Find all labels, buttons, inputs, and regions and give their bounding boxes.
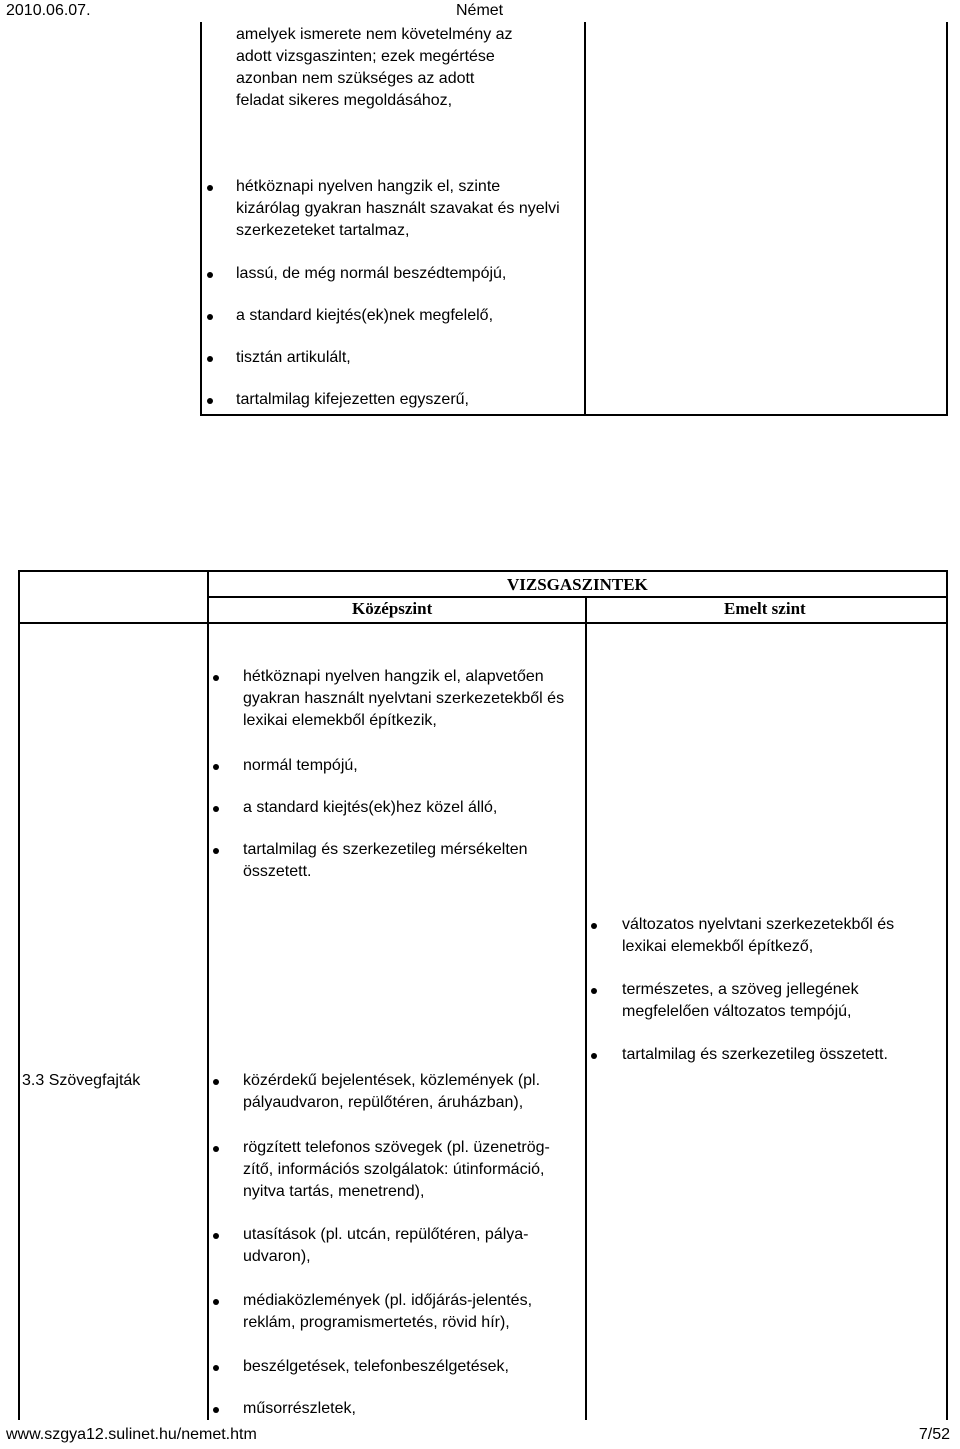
mid-bullet-item: normál tempójú, — [243, 757, 358, 774]
table-top-border — [18, 570, 948, 572]
header-date: 2010.06.07. — [6, 2, 91, 19]
bullet-dot-icon — [213, 675, 219, 681]
top-left-border — [200, 22, 202, 415]
col-header-high: Emelt szint — [724, 599, 806, 618]
section-label: 3.3 Szövegfajták — [22, 1072, 141, 1089]
section-bullet-item: rögzített telefonos szövegek (pl. üzenetrög-zítő, információs szolgálatok: útinformáció, nyitva tartás, menetrend), — [243, 1139, 550, 1200]
header-title: Német — [456, 2, 504, 19]
section-bullet-item: utasítások (pl. utcán, repülőtéren, pálya-udvaron), — [243, 1226, 529, 1265]
section-bullet-item: beszélgetések, telefonbeszélgetések, — [243, 1358, 509, 1375]
bullet-dot-icon — [207, 314, 213, 320]
bullet-dot-icon — [213, 1079, 219, 1085]
mid-bullet-item: tartalmilag és szerkezetileg mérsékelten összetett. — [243, 841, 528, 880]
section-bullet-item: médiaközlemények (pl. időjárás-jelentés, reklám, programismertetés, rövid hír), — [243, 1292, 533, 1331]
bullet-dot-icon — [591, 923, 597, 929]
section-bullet-item: műsorrészletek, — [243, 1400, 356, 1417]
bullet-dot-icon — [207, 356, 213, 362]
bullet-dot-icon — [591, 988, 597, 994]
section-bullet-item: közérdekű bejelentések, közlemények (pl. pályaudvaron, repülőtéren, áruházban), — [243, 1072, 541, 1111]
top-bullet-item: lassú, de még normál beszédtempójú, — [236, 265, 507, 282]
bullet-dot-icon — [213, 848, 219, 854]
high-bullet-item: tartalmilag és szerkezetileg összetett. — [622, 1046, 888, 1063]
bullet-dot-icon — [213, 1146, 219, 1152]
bullet-dot-icon — [591, 1053, 597, 1059]
high-bullet-item: természetes, a szöveg jellegének megfelelően változatos tempójú, — [622, 981, 859, 1020]
top-bottom-border — [200, 414, 948, 416]
bullet-dot-icon — [213, 1407, 219, 1413]
bullet-dot-icon — [213, 1365, 219, 1371]
top-right-border — [946, 22, 948, 415]
table-right-border — [946, 570, 948, 1420]
table-col1-border — [207, 570, 209, 1420]
bullet-dot-icon — [207, 398, 213, 404]
bullet-dot-icon — [207, 185, 213, 191]
top-bullet-item: tartalmilag kifejezetten egyszerű, — [236, 391, 469, 408]
footer-url[interactable]: www.szgya12.sulinet.hu/nemet.htm — [6, 1426, 257, 1443]
bullet-dot-icon — [207, 272, 213, 278]
table-left-border — [18, 570, 20, 1420]
bullet-dot-icon — [213, 806, 219, 812]
bullet-dot-icon — [213, 1299, 219, 1305]
top-mid-border — [584, 22, 586, 415]
top-bullet-item: tisztán artikulált, — [236, 349, 351, 366]
col-header-mid: Középszint — [352, 599, 433, 618]
table-title-separator — [208, 596, 948, 598]
top-intro-text: amelyek ismerete nem követelmény az adott vizsgaszinten; ezek megértése azonban nem szükséges az adott feladat sikeres megoldásához, — [236, 26, 513, 109]
bullet-dot-icon — [213, 764, 219, 770]
top-bullet-item: hétköznapi nyelven hangzik el, szinte kizárólag gyakran használt szavakat és nyelvi szerkezeteket tartalmaz, — [236, 178, 560, 239]
high-bullet-item: változatos nyelvtani szerkezetekből és lexikai elemekből építkező, — [622, 916, 895, 955]
table-col2-border — [585, 597, 587, 1420]
table-title: VIZSGASZINTEK — [507, 575, 648, 594]
bullet-dot-icon — [213, 1233, 219, 1239]
mid-bullet-item: a standard kiejtés(ek)hez közel álló, — [243, 799, 498, 816]
footer-page: 7/52 — [918, 1426, 950, 1443]
top-bullet-item: a standard kiejtés(ek)nek megfelelő, — [236, 307, 494, 324]
table-header-bottom-border — [18, 622, 948, 624]
mid-bullet-item: hétköznapi nyelven hangzik el, alapvetően gyakran használt nyelvtani szerkezetekből és lexikai elemekből építkezik, — [243, 668, 565, 729]
